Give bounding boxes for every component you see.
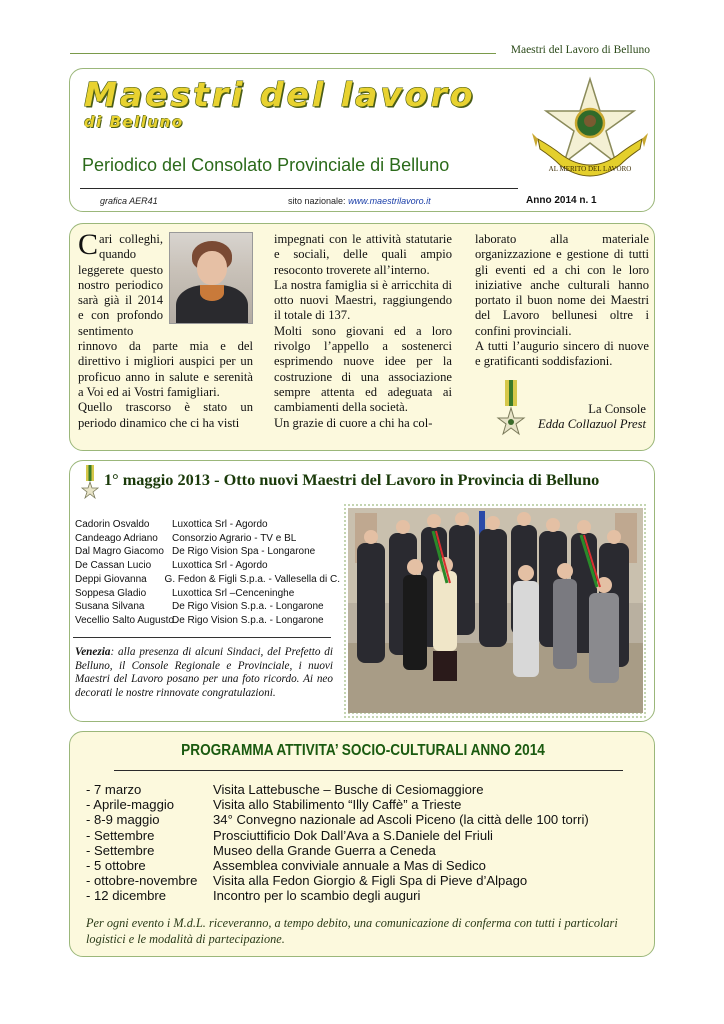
masthead-grafica: grafica AER41: [100, 196, 158, 206]
photo-caption: [75, 646, 333, 700]
event-text: Incontro per lo scambio degli auguri: [213, 888, 421, 904]
event-text: Prosciuttificio Dok Dall’Ava a S.Daniele del Friuli: [213, 827, 493, 843]
maestro-company: De Rigo Vision Spa - Longarone: [172, 546, 316, 558]
letter-column-2: [274, 232, 452, 431]
letter-col2-p4: Un grazie di cuore a chi ha col-: [274, 415, 433, 430]
maestro-name: Susana Silvana: [75, 601, 145, 613]
event-text: 34° Convegno nazionale ad Ascoli Piceno (la città delle 100 torri): [213, 812, 589, 828]
letter-col1-p2: Quello trascorso è stato un periodo dinamico che ci ha visti: [78, 400, 253, 430]
list-item: [75, 573, 340, 587]
list-item: [75, 614, 340, 628]
sito-link[interactable]: www.maestrilavoro.it: [348, 196, 431, 206]
letter-col2-p3: Molti sono giovani ed a loro rivolgo l’appello a sostenerci esprimendo nuove idee per la costruzione di una associazione sempre attenta ed adeguata ai cambiamenti della società.: [274, 323, 452, 415]
console-portrait: [169, 232, 253, 324]
letter-col2-p1: impegnati con le attività statutarie e sociali, delle quali ampio resoconto troverete all’interno.: [274, 232, 452, 277]
masthead: [69, 68, 655, 212]
event-date: - ottobre-novembre: [86, 873, 198, 889]
list-item: [86, 782, 589, 797]
emblem-ribbon-text: AL MERITO DEL LAVORO: [548, 165, 632, 173]
letter-col3-p2: A tutti l’augurio sincero di nuove e gratificanti soddisfazioni.: [475, 339, 649, 369]
caption-place: Venezia: [75, 646, 111, 658]
maestro-name: De Cassan Lucio: [75, 560, 152, 572]
caption-text: : alla presenza di alcuni Sindaci, del Prefetto di Belluno, il Console Regionale e Provinciale, i nuovi Maestri del Lavoro posano per una foto ricordo. Ai neo decorati le nostre rinnovate congratulazioni.: [75, 646, 333, 699]
star-medal-icon: [496, 380, 526, 440]
list-item: [75, 545, 340, 559]
maestro-company: G. Fedon & Figli S.p.a. - Vallesella di C.: [164, 573, 340, 585]
running-head: Maestri del Lavoro di Belluno: [510, 44, 650, 56]
masthead-sito: [288, 196, 431, 206]
programma-title: PROGRAMMA ATTIVITA’ SOCIO-CULTURALI ANNO 2014: [181, 742, 545, 759]
event-date: - Aprile-maggio: [86, 797, 175, 813]
masthead-periodico: Periodico del Consolato Provinciale di Belluno: [82, 155, 450, 175]
event-date: - 5 ottobre: [86, 858, 146, 874]
event-date: - 12 dicembre: [86, 888, 167, 904]
programma-panel: [69, 731, 655, 957]
letter-col2-p2: La nostra famiglia si è arricchita di otto nuovi Maestri, raggiungendo il totale di 137.: [274, 277, 452, 323]
group-photo: [343, 503, 648, 718]
sito-label: sito nazionale:: [288, 196, 346, 206]
maggio-title: 1° maggio 2013 - Otto nuovi Maestri del Lavoro in Provincia di Belluno: [104, 470, 600, 489]
maestro-name: Vecellio Salto Augusto: [75, 614, 174, 626]
signature-role: La Console: [588, 402, 646, 416]
event-date: - Settembre: [86, 827, 155, 843]
event-text: Assemblea conviviale annuale a Mas di Sedico: [213, 858, 486, 874]
dropcap: C: [78, 228, 99, 261]
letter-panel: [69, 223, 655, 451]
event-date: - 8-9 maggio: [86, 812, 160, 828]
star-medal-icon: [81, 465, 99, 501]
event-text: Visita allo Stabilimento “Illy Caffè” a Trieste: [213, 797, 462, 813]
maestro-company: De Rigo Vision S.p.a. - Longarone: [172, 614, 324, 626]
maestro-company: Luxottica Srl - Agordo: [172, 519, 268, 530]
letter-col3-p1: laborato alla materiale organizzazione e gestione di tutti gli eventi ed a chi con le loro iniziative anche culturali hanno portato il buon nome dei Maestri del Lavoro bellunesi oltre i confini provinciali.: [475, 232, 649, 338]
maestro-name: Deppi Giovanna: [75, 573, 147, 585]
letter-column-1: [78, 228, 253, 431]
list-item: [75, 587, 340, 601]
list-item: [75, 600, 340, 614]
list-item: [86, 843, 589, 858]
maestro-name: Dal Magro Giacomo: [75, 546, 164, 558]
maggio-panel: [69, 460, 655, 722]
header-rule: [70, 53, 496, 54]
maestro-company: Consorzio Agrario - TV e BL: [172, 532, 297, 544]
list-item: [75, 532, 340, 546]
masthead-rule: [80, 188, 518, 189]
list-item: [86, 858, 589, 873]
maestro-company: Luxottica Srl - Agordo: [172, 560, 268, 572]
list-item: [75, 518, 340, 532]
merito-emblem-icon: [532, 75, 648, 191]
caption-divider: [73, 637, 331, 638]
list-item: [75, 559, 340, 573]
list-item: [86, 812, 589, 827]
programma-rule: [114, 770, 623, 771]
event-date: - Settembre: [86, 842, 155, 858]
list-item: [86, 797, 589, 812]
maestro-name: Cadorin Osvaldo: [75, 519, 150, 530]
event-text: Visita alla Fedon Giorgio & Figli Spa di Pieve d’Alpago: [213, 873, 528, 889]
signature-name: Edda Collazuol Prest: [538, 417, 646, 431]
programma-note: Per ogni evento i M.d.L. riceveranno, a tempo debito, una comunicazione di conferma con tutti i particolari logistici e le modalità di partecipazione.: [86, 916, 618, 946]
list-item: [86, 873, 589, 888]
maestro-name: Candeago Adriano: [75, 532, 158, 544]
maestro-name: Soppesa Gladio: [75, 587, 147, 599]
events-list: [86, 782, 589, 904]
letter-col1-text: ari colleghi, quando leggerete questo nostro periodico sarà già il 2014 e con profondo sentimento rinnovo da parte mia e del direttivo i migliori auspici per un proficuo anno in salute e serenità a Voi ed ai Vostri famigliari.: [78, 232, 253, 399]
event-text: Museo della Grande Guerra a Ceneda: [213, 842, 436, 858]
masthead-anno: Anno 2014 n. 1: [526, 195, 597, 206]
maestro-company: Luxottica Srl –Cenceninghe: [172, 587, 295, 599]
masthead-subtitle: di Belluno: [84, 113, 184, 131]
maestri-list: [75, 518, 340, 628]
list-item: [86, 828, 589, 843]
masthead-title: Maestri del lavoro: [84, 75, 476, 114]
letter-column-3: [475, 232, 649, 370]
list-item: [86, 888, 589, 903]
event-text: Visita Lattebusche – Busche di Cesiomaggiore: [213, 782, 484, 797]
maestro-company: De Rigo Vision S.p.a. - Longarone: [172, 601, 324, 613]
event-date: - 7 marzo: [86, 782, 142, 797]
